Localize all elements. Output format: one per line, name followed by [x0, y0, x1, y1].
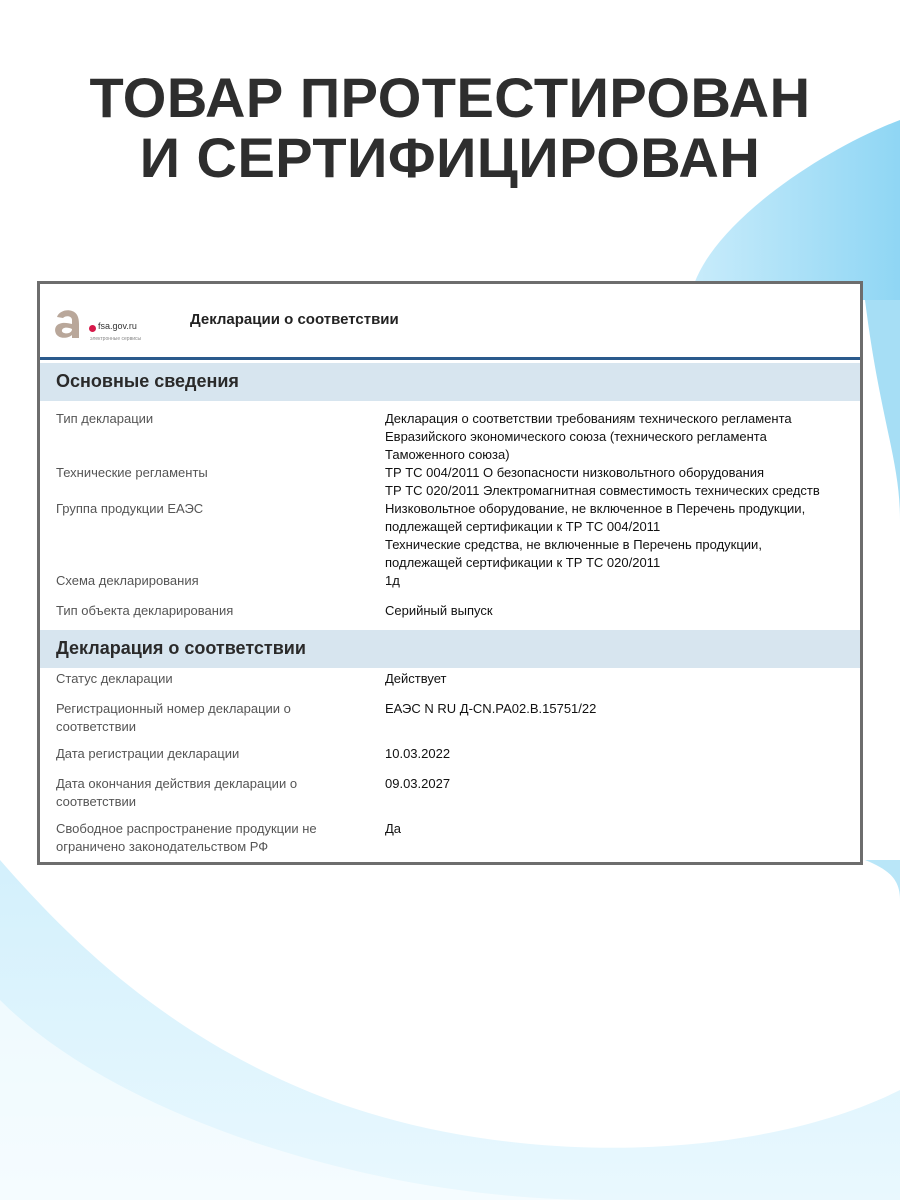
row-value: 09.03.2027 — [385, 776, 451, 791]
label-line: Дата регистрации декларации — [56, 746, 240, 761]
value-line: ТР ТС 020/2011 Электромагнитная совместимость технических средств — [385, 483, 820, 498]
row-value — [385, 410, 855, 464]
headline-line-1: ТОВАР ПРОТЕСТИРОВАН — [89, 66, 811, 129]
section-declaration-bar — [40, 630, 860, 668]
row-value — [385, 464, 855, 500]
document-header — [40, 284, 860, 360]
value-line: Низковольтное оборудование, не включенное в Перечень продукции, — [385, 501, 806, 516]
logo-dot-icon — [89, 325, 96, 332]
row-label — [56, 670, 336, 688]
fsa-logo — [52, 306, 172, 346]
row-value: ЕАЭС N RU Д-CN.РА02.В.15751/22 — [385, 701, 597, 716]
row-value — [385, 500, 855, 572]
section-main-info-heading: Основные сведения — [56, 371, 239, 391]
value-line: Таможенного союза) — [385, 447, 510, 462]
row-label: Схема декларирования — [56, 573, 199, 588]
row-label: Технические регламенты — [56, 465, 208, 480]
row-label — [56, 745, 336, 763]
row-value: Да — [385, 821, 402, 836]
value-line: подлежащей сертификации к ТР ТС 004/2011 — [385, 519, 661, 534]
section-main-info-bar — [40, 363, 860, 401]
value-line: Технические средства, не включенные в Перечень продукции, — [385, 537, 762, 552]
label-line: Статус декларации — [56, 671, 173, 686]
row-value — [385, 602, 855, 620]
fsa-logo-icon — [52, 308, 86, 340]
value-line: Евразийского экономического союза (технического регламента — [385, 429, 767, 444]
label-line: Регистрационный номер декларации о — [56, 701, 291, 716]
logo-subtitle: электронные сервисы — [90, 336, 142, 342]
value-line: Декларация о соответствии требованиям технического регламента — [385, 411, 792, 426]
section-declaration-heading: Декларация о соответствии — [56, 638, 306, 658]
row-value — [385, 572, 855, 590]
row-label — [56, 820, 336, 856]
row-value: Действует — [385, 671, 447, 686]
page-headline — [0, 68, 900, 188]
row-label — [56, 775, 336, 811]
label-line: Свободное распространение продукции не — [56, 821, 317, 836]
label-line: ограничено законодательством РФ — [56, 839, 269, 854]
logo-site-text: fsa.gov.ru — [98, 321, 137, 331]
label-line: Дата окончания действия декларации о — [56, 776, 298, 791]
row-label: Группа продукции ЕАЭС — [56, 501, 204, 516]
row-label: Тип декларации — [56, 411, 154, 426]
declaration-document — [37, 281, 863, 865]
headline-line-2: И СЕРТИФИЦИРОВАН — [139, 126, 761, 189]
row-label — [56, 700, 336, 736]
document-title: Декларации о соответствии — [190, 311, 399, 328]
value-line: Серийный выпуск — [385, 603, 493, 618]
row-label: Тип объекта декларирования — [56, 603, 234, 618]
value-line: подлежащей сертификации к ТР ТС 020/2011 — [385, 555, 661, 570]
label-line: соответствии — [56, 794, 137, 809]
row-value: 10.03.2022 — [385, 746, 451, 761]
label-line: соответствии — [56, 719, 137, 734]
value-line: 1д — [385, 573, 400, 588]
value-line: ТР ТС 004/2011 О безопасности низковольтного оборудования — [385, 465, 765, 480]
